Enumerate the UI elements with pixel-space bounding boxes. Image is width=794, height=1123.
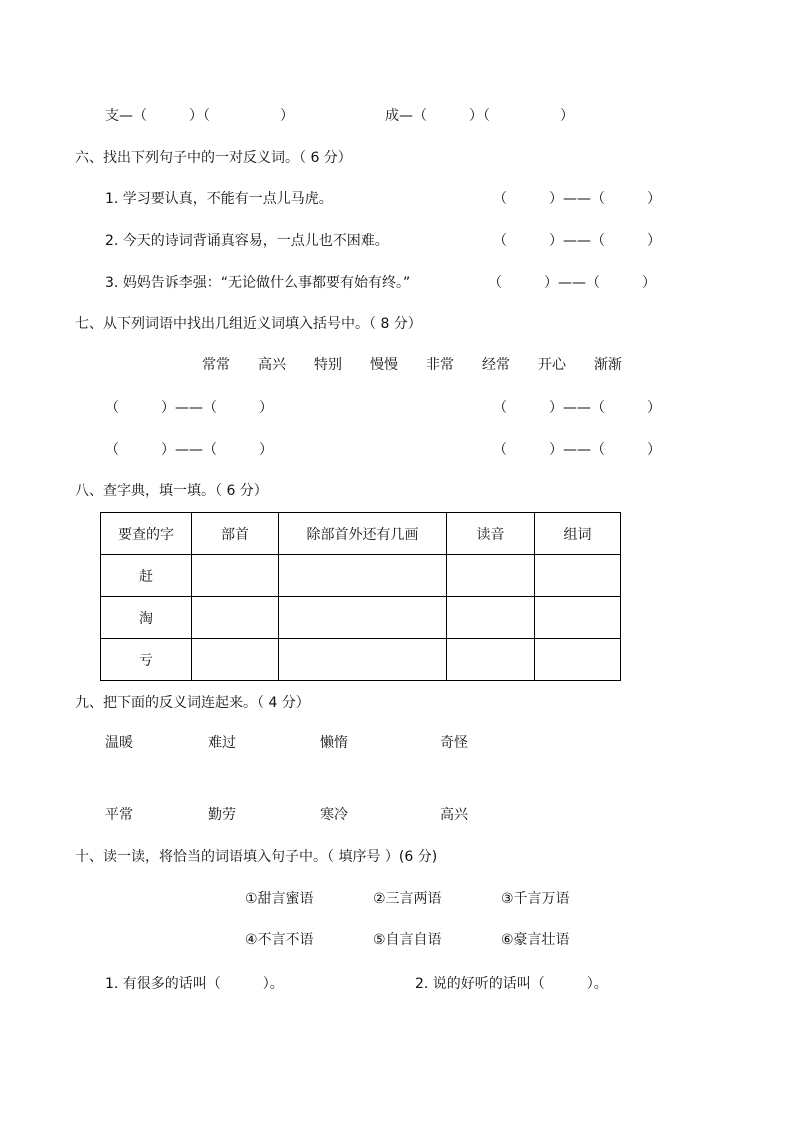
section6-answer-blank-2[interactable]: （ ）——（ ） — [493, 233, 661, 249]
word-option: 经常 — [482, 357, 510, 373]
answer-cell[interactable] — [535, 597, 621, 639]
answer-cell[interactable] — [279, 639, 447, 681]
antonym-word-top[interactable]: 懒惰 — [320, 735, 348, 751]
phrase-option: ①甜言蜜语 — [245, 891, 314, 907]
lookup-char: 赶 — [101, 555, 192, 597]
table-header: 部首 — [192, 513, 279, 555]
dictionary-table — [100, 512, 621, 681]
phrase-option: ⑤自言自语 — [373, 932, 442, 948]
word-option: 特别 — [314, 357, 342, 373]
antonym-word-bottom[interactable]: 高兴 — [440, 807, 468, 823]
word-option: 渐渐 — [594, 357, 622, 373]
answer-cell[interactable] — [279, 555, 447, 597]
word-blank-zhi: 支—（ ）（ ） — [105, 108, 294, 124]
antonym-word-bottom[interactable]: 勤劳 — [208, 807, 236, 823]
section7-title: 七、从下列词语中找出几组近义词填入括号中。（ 8 分） — [75, 316, 422, 332]
section6-answer-blank-1[interactable]: （ ）——（ ） — [493, 191, 661, 207]
antonym-word-top[interactable]: 奇怪 — [440, 735, 468, 751]
answer-cell[interactable] — [279, 597, 447, 639]
section10-title: 十、读一读，将恰当的词语填入句子中。（ 填序号 ）(6 分) — [75, 849, 438, 865]
phrase-option: ③千言万语 — [501, 891, 570, 907]
table-header: 读音 — [447, 513, 535, 555]
answer-cell[interactable] — [447, 597, 535, 639]
synonym-blank[interactable]: （ ）——（ ） — [105, 442, 273, 458]
table-header: 除部首外还有几画 — [279, 513, 447, 555]
table-header: 组词 — [535, 513, 621, 555]
section6-answer-blank-3[interactable]: （ ）——（ ） — [488, 275, 656, 291]
antonym-word-top[interactable]: 温暖 — [105, 735, 133, 751]
table-header-row — [101, 513, 621, 555]
phrase-option: ④不言不语 — [245, 932, 314, 948]
word-option: 非常 — [426, 357, 454, 373]
synonym-blank[interactable]: （ ）——（ ） — [493, 400, 661, 416]
section8-title: 八、查字典，填一填。（ 6 分） — [75, 483, 268, 499]
synonym-blank[interactable]: （ ）——（ ） — [105, 400, 273, 416]
antonym-word-bottom[interactable]: 寒冷 — [320, 807, 348, 823]
word-option: 开心 — [538, 357, 566, 373]
phrase-option: ⑥豪言壮语 — [501, 932, 570, 948]
lookup-char: 淘 — [101, 597, 192, 639]
answer-cell[interactable] — [535, 555, 621, 597]
lookup-char: 亏 — [101, 639, 192, 681]
section9-title: 九、把下面的反义词连起来。（ 4 分） — [75, 695, 310, 711]
word-option: 常常 — [202, 357, 230, 373]
answer-cell[interactable] — [447, 639, 535, 681]
antonym-word-bottom[interactable]: 平常 — [105, 807, 133, 823]
section6-sentence-2: 2. 今天的诗词背诵真容易，一点儿也不困难。 — [105, 233, 389, 249]
table-header: 要查的字 — [101, 513, 192, 555]
answer-cell[interactable] — [192, 555, 279, 597]
word-blank-cheng: 成—（ ）（ ） — [385, 108, 574, 124]
answer-cell[interactable] — [535, 639, 621, 681]
answer-cell[interactable] — [192, 639, 279, 681]
answer-cell[interactable] — [192, 597, 279, 639]
fill-question-1[interactable]: 1. 有很多的话叫（ ）。 — [105, 976, 284, 992]
word-option: 高兴 — [258, 357, 286, 373]
phrase-option: ②三言两语 — [373, 891, 442, 907]
answer-cell[interactable] — [447, 555, 535, 597]
word-option: 慢慢 — [370, 357, 398, 373]
synonym-blank[interactable]: （ ）——（ ） — [493, 442, 661, 458]
section6-title: 六、找出下列句子中的一对反义词。（ 6 分） — [75, 150, 352, 166]
table-row — [101, 555, 621, 597]
section6-sentence-3: 3. 妈妈告诉李强：“无论做什么事都要有始有终。” — [105, 275, 411, 291]
antonym-word-top[interactable]: 难过 — [208, 735, 236, 751]
table-row — [101, 597, 621, 639]
fill-question-2[interactable]: 2. 说的好听的话叫（ ）。 — [415, 976, 608, 992]
table-row — [101, 639, 621, 681]
section6-sentence-1: 1. 学习要认真，不能有一点儿马虎。 — [105, 191, 333, 207]
